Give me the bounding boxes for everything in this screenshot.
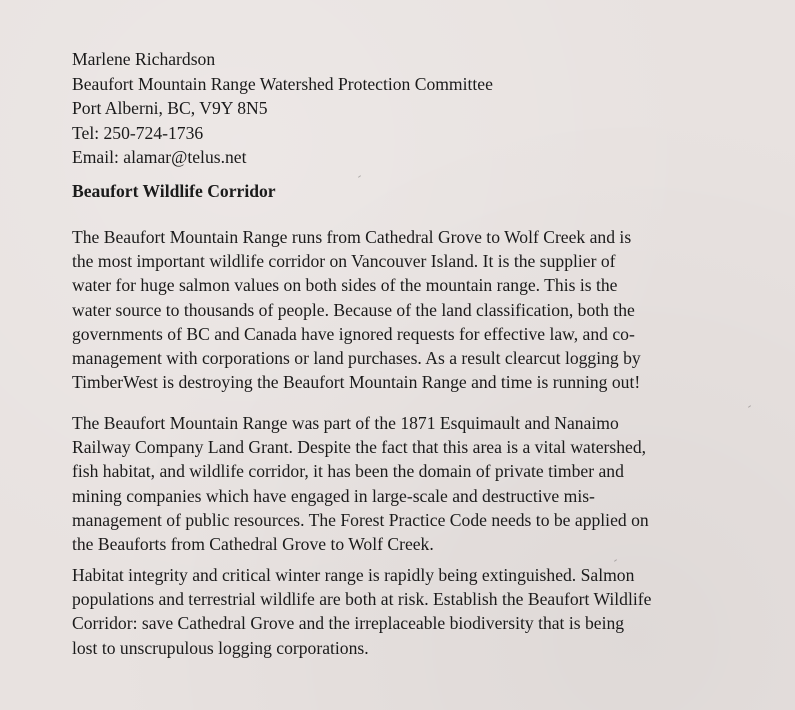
text-line: Habitat integrity and critical winter range is rapidly being extinguished. Salmon — [72, 565, 635, 585]
sender-phone: Tel: 250-724-1736 — [72, 122, 204, 143]
text-line: water for huge salmon values on both sides of the mountain range. This is the — [72, 275, 618, 296]
paragraph-3 — [72, 563, 762, 660]
text-line: the most important wildlife corridor on Vancouver Island. It is the supplier of — [72, 251, 616, 272]
scan-speck — [614, 559, 617, 562]
sender-name: Marlene Richardson — [72, 49, 216, 69]
text-line: populations and terrestrial wildlife are both at risk. Establish the Beaufort Wildlife — [72, 589, 652, 610]
sender-city: Port Alberni, BC, V9Y 8N5 — [72, 98, 268, 118]
document-heading: Beaufort Wildlife Corridor — [72, 181, 276, 201]
sender-organization: Beaufort Mountain Range Watershed Protection Committee — [72, 73, 493, 94]
sender-email: Email: alamar@telus.net — [72, 147, 247, 167]
scan-speck — [358, 175, 361, 178]
text-line: fish habitat, and wildlife corridor, it has been the domain of private timber and — [72, 461, 624, 482]
text-line: TimberWest is destroying the Beaufort Mountain Range and time is running out! — [72, 372, 641, 393]
text-line: The Beaufort Mountain Range runs from Cathedral Grove to Wolf Creek and is — [72, 227, 632, 247]
text-line: Railway Company Land Grant. Despite the fact that this area is a vital watershed, — [72, 437, 647, 458]
sender-address-block — [72, 47, 493, 170]
paragraph-1 — [72, 225, 762, 394]
text-line: mining companies which have engaged in large-scale and destructive mis- — [72, 485, 595, 506]
scan-speck — [748, 405, 751, 408]
text-line: lost to unscrupulous logging corporations. — [72, 637, 369, 658]
text-line: The Beaufort Mountain Range was part of the 1871 Esquimault and Nanaimo — [72, 413, 619, 433]
text-line: governments of BC and Canada have ignored requests for effective law, and co- — [72, 323, 635, 344]
text-line: Corridor: save Cathedral Grove and the irreplaceable biodiversity that is being — [72, 613, 625, 634]
text-line: management of public resources. The Forest Practice Code needs to be applied on — [72, 509, 649, 530]
text-line: the Beauforts from Cathedral Grove to Wolf Creek. — [72, 534, 434, 555]
text-line: water source to thousands of people. Because of the land classification, both the — [72, 299, 635, 320]
paragraph-2 — [72, 411, 762, 556]
text-line: management with corporations or land purchases. As a result clearcut logging by — [72, 348, 641, 369]
